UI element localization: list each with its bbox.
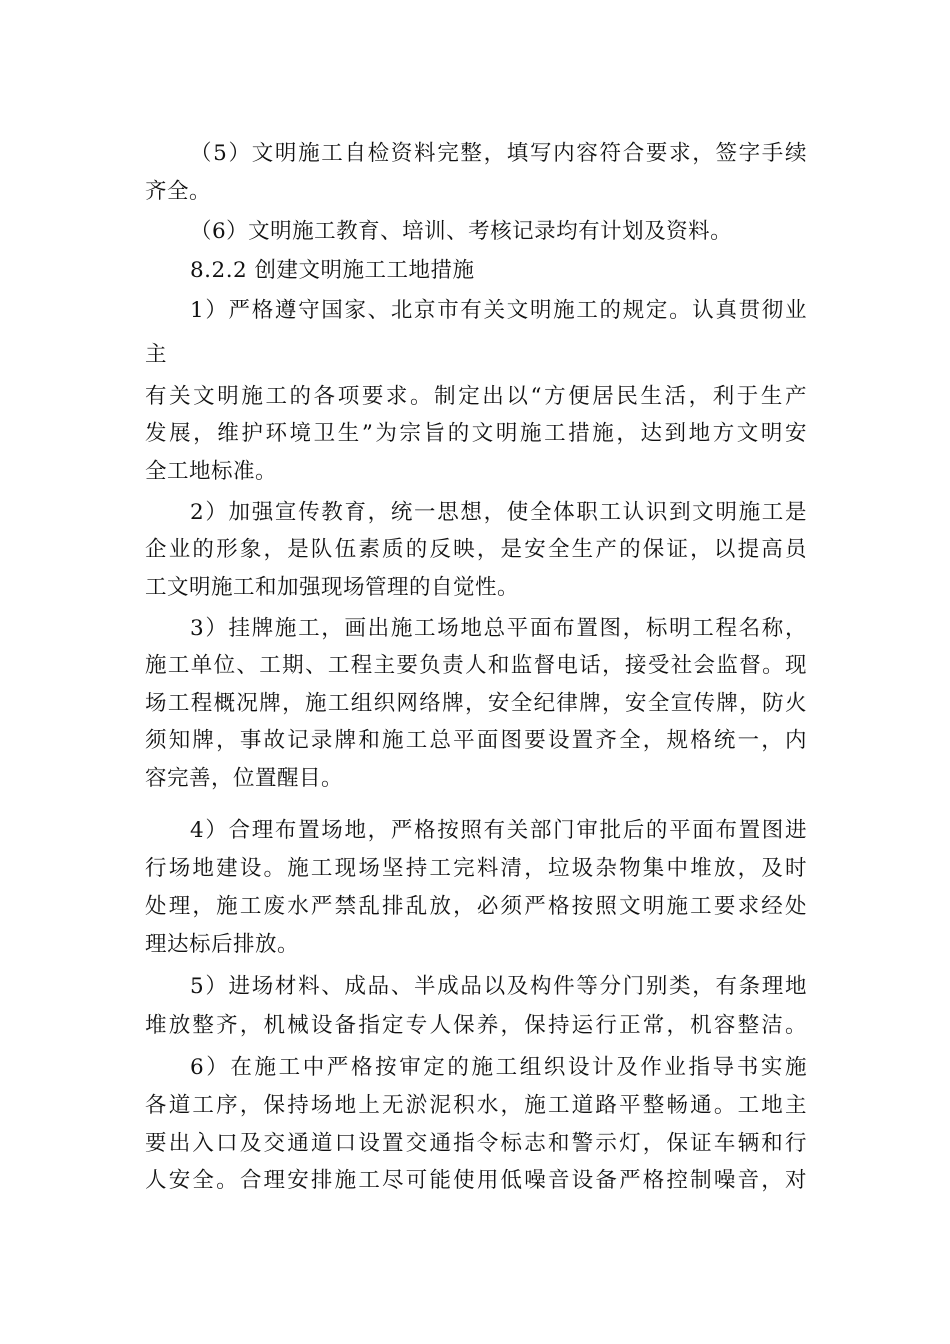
text-line: 5）进场材料、成品、半成品以及构件等分门别类，有条理地 [190,974,807,999]
text-line: 齐全。 [145,179,212,204]
text-line: 企业的形象，是队伍素质的反映，是安全生产的保证，以提高员 [145,537,807,562]
text-line: 理达标后排放。 [145,932,300,957]
text-line: （6）文明施工教育、培训、考核记录均有计划及资料。 [190,219,733,244]
text-line: 1）严格遵守国家、北京市有关文明施工的规定。认真贯彻业 [190,298,807,323]
text-line: （5）文明施工自检资料完整，填写内容符合要求，签字手续 [190,141,807,166]
text-line: 施工单位、工期、工程主要负责人和监督电话，接受社会监督。现 [145,653,807,678]
text-line: 各道工序，保持场地上无淤泥积水，施工道路平整畅通。工地主 [145,1093,807,1118]
text-line: 人安全。合理安排施工尽可能使用低噪音设备严格控制噪音，对 [145,1168,807,1193]
text-line: 3）挂牌施工，画出施工场地总平面布置图，标明工程名称， [190,616,807,641]
text-line: 全工地标准。 [145,459,278,484]
section-heading: 8.2.2 创建文明施工工地措施 [190,258,475,283]
text-line: 场工程概况牌，施工组织网络牌，安全纪律牌，安全宣传牌，防火 [145,691,807,716]
text-line: 工文明施工和加强现场管理的自觉性。 [145,575,520,600]
text-line: 6）在施工中严格按审定的施工组织设计及作业指导书实施 [190,1055,807,1080]
text-line: 主 [145,342,168,367]
text-line: 容完善，位置醒目。 [145,766,344,791]
text-line: 行场地建设。施工现场坚持工完料清，垃圾杂物集中堆放，及时 [145,856,807,881]
text-line: 处理，施工废水严禁乱排乱放，必须严格按照文明施工要求经处 [145,894,807,919]
text-line: 须知牌，事故记录牌和施工总平面图要设置齐全，规格统一，内 [145,728,807,753]
text-line: 要出入口及交通道口设置交通指令标志和警示灯，保证车辆和行 [145,1131,807,1156]
text-line: 堆放整齐，机械设备指定专人保养，保持运行正常，机容整洁。 [145,1013,807,1038]
text-line: 2）加强宣传教育，统一思想，使全体职工认识到文明施工是 [190,500,807,525]
text-line: 4）合理布置场地，严格按照有关部门审批后的平面布置图进 [190,818,807,843]
text-line: 发展，维护环境卫生”为宗旨的文明施工措施，达到地方文明安 [145,421,807,446]
text-line: 有关文明施工的各项要求。制定出以“方便居民生活，利于生产 [145,384,807,409]
